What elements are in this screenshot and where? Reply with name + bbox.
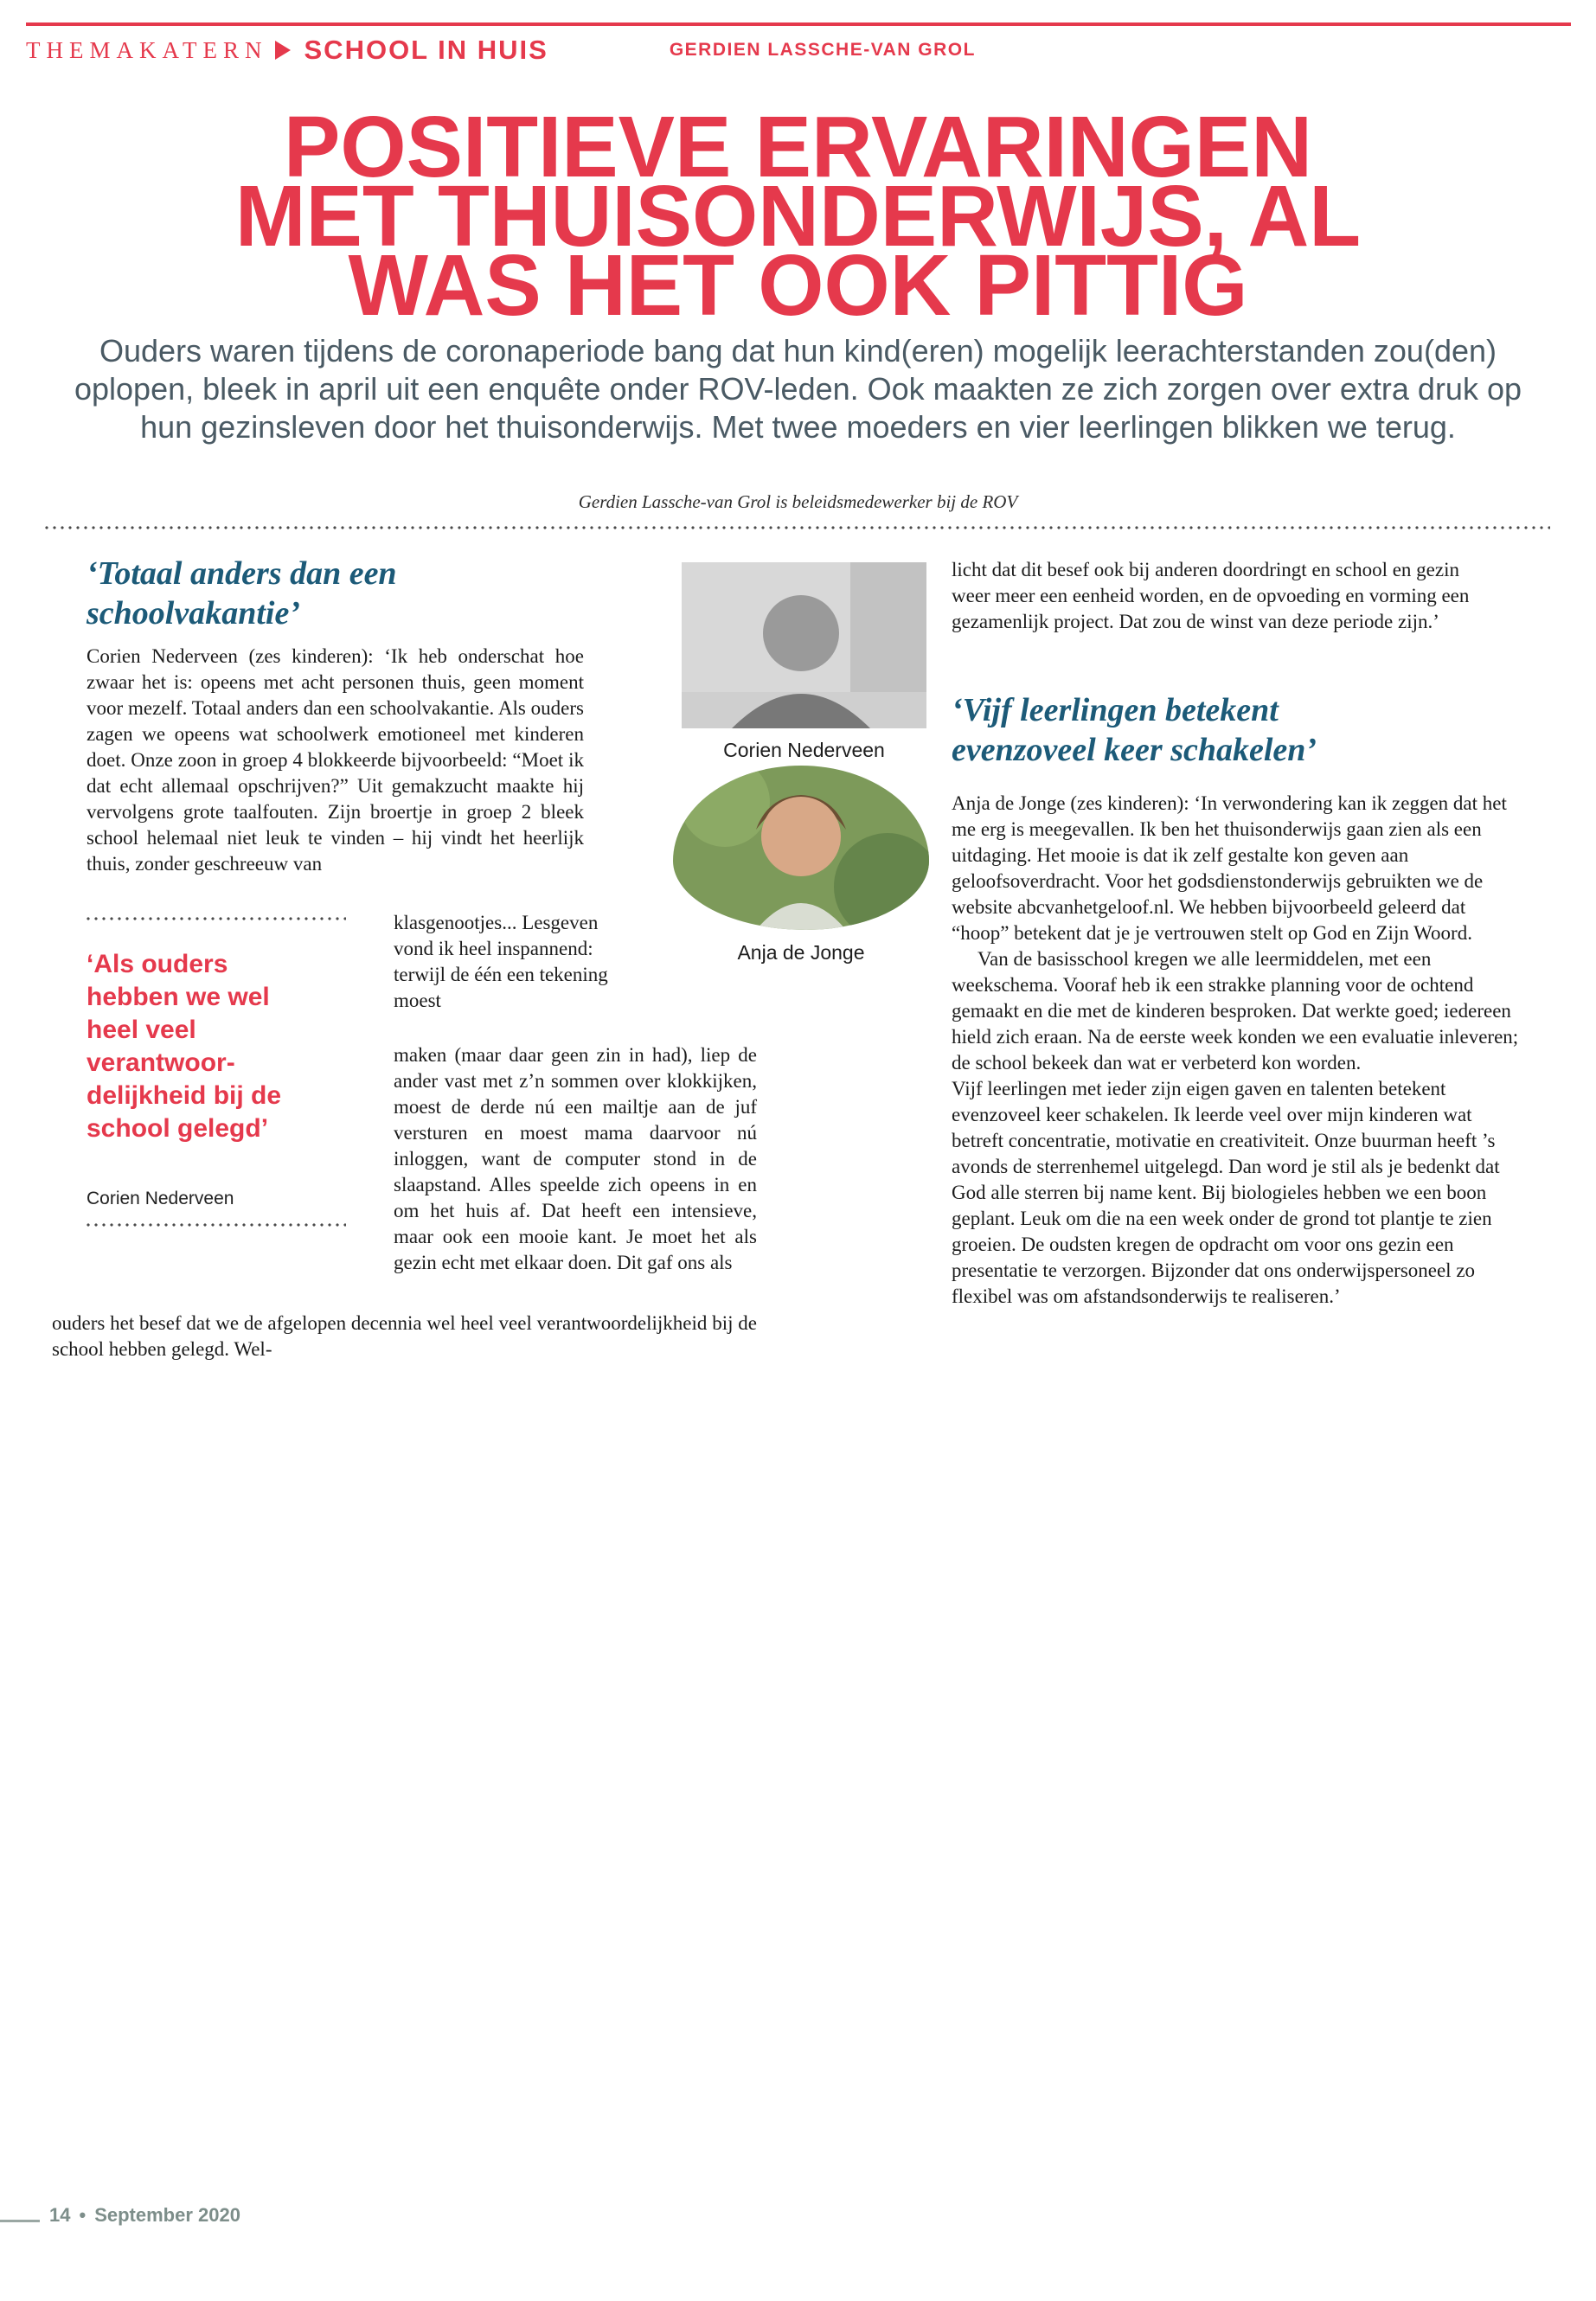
headline-line-1: POSITIEVE ERVARINGEN <box>284 99 1312 195</box>
portrait-photo-placeholder <box>682 562 926 728</box>
left-body-text-3: maken (maar daar geen zin in had), liep de ander vast met z’n sommen over klokkijken, moest de derde nú een mailtje aan de juf versturen en moest mama daarvoor nú inloggen, want de computer stond in de slaapstand. Alles speelde zich opeens in en om het huis af. Dat heeft een intensieve, maar ook een mooie kant. Je moet het als gezin echt met elkaar doen. Dit gaf ons als <box>394 1044 757 1273</box>
portrait-photo-placeholder <box>673 766 929 930</box>
right-section-heading: ‘Vijf leerlingen betekent evenzoveel keer schakelen’ <box>952 692 1317 768</box>
footer-rule <box>0 2220 40 2222</box>
footer-date: September 2020 <box>94 2204 240 2226</box>
top-rule <box>26 22 1571 26</box>
portrait-photo-anja <box>673 766 929 930</box>
headline-line-2: MET THUISONDERWIJS, AL <box>234 168 1362 265</box>
standfirst-paragraph: Ouders waren tijdens de coronaperiode bang dat hun kind(eren) mogelijk leerachterstanden zou(den) oplopen, bleek in april uit een enquête onder ROV-leden. Ook maakten ze zich zorgen over extra druk op hun gezinsleven door het thuisonderwijs. Met twee moeders en vier leerlingen blikken we terug. <box>74 333 1522 445</box>
left-body-text-4: ouders het besef dat we de afgelopen decennia wel heel veel verantwoordelijkheid bij de school hebben gelegd. Wel- <box>52 1312 757 1360</box>
right-arrow-icon <box>275 41 291 60</box>
left-body-text-1: Corien Nederveen (zes kinderen): ‘Ik heb onderschat hoe zwaar het is: opeens met acht personen thuis, geen moment voor mezelf. Totaal anders dan een schoolvakantie. Als ouders zagen we opeens wat schoolwerk emotioneel met kinderen doet. Onze zoon in groep 4 blokkeerde bijvoorbeeld: “Moet ik dat echt allemaal opschrijven?” Uit gemakzucht maakte hij vervolgens grote taalfouten. Zijn broertje in groep 2 bleek school helemaal niet leuk te vinden – hij vindt het heerlijk thuis, zonder geschreeuw van <box>87 645 584 875</box>
masthead-section-title: SCHOOL IN HUIS <box>304 35 548 65</box>
masthead-kicker: THEMAKATERN <box>26 36 268 63</box>
footer-page-number: 14 <box>49 2204 71 2226</box>
photo-caption-corien: Corien Nederveen <box>723 739 885 761</box>
right-body-intro: licht dat dit besef ook bij anderen doordringt en school en gezin weer meer een eenheid worden, en de opvoeding en vorming een gezamenlijk project. Dat zou de winst van deze periode zijn.’ <box>952 559 1470 632</box>
pull-quote-rule-top <box>87 917 346 920</box>
photo-caption-anja: Anja de Jonge <box>737 941 865 964</box>
masthead-author: GERDIEN LASSCHE-VAN GROL <box>669 40 976 60</box>
author-byline: Gerdien Lassche-van Grol is beleidsmedewerker bij de ROV <box>578 491 1018 512</box>
right-paragraph-2: Van de basisschool kregen we alle leermiddelen, met een weekschema. Vooraf heb ik een strakke planning voor de ochtend gemaakt en die met de kinderen besproken. Dat werkte goed; iedereen hield zich eraan. Na de eerste week konden we een evaluatie inleveren; de school bekeek dan wat er verbeterd kon worden. <box>952 948 1519 1074</box>
pull-quote-rule-bottom <box>87 1223 346 1227</box>
page-footer <box>49 2204 240 2227</box>
footer-bullet: • <box>79 2204 87 2226</box>
article-headline <box>0 99 1596 334</box>
right-paragraph-1: Anja de Jonge (zes kinderen): ‘In verwondering kan ik zeggen dat het me erg is meegevallen. Ik ben het thuisonderwijs gaan zien als een uitdaging. Het mooie is dat ik zelf gestalte kon geven aan geloofsoverdracht. Voor het godsdienstonderwijs gebruikten we de website abcvanhetgeloof.nl. We hebben bijvoorbeeld geleerd dat “hoop” betekent dat je je vertrouwen stelt op God en Zijn Woord. <box>952 792 1507 944</box>
right-paragraph-3: Vijf leerlingen met ieder zijn eigen gaven en talenten betekent evenzoveel keer schakelen. Ik leerde veel over mijn kinderen wat betreft concentratie, motivatie en creativiteit. Onze buurman heeft ’s avonds de sterrenhemel uitgelegd. Dan word je stil als je bedenkt dat God alle sterren bij name kent. Bij biologieles hebben we een boon geplant. Leuk om die na een week onder de grond tot plantje te zien groeien. De oudsten kregen de opdracht om voor ons gezin een presentatie te verzorgen. Bijzonder dat ons onderwijspersoneel zo flexibel was om afstandsonderwijs te realiseren.’ <box>952 1078 1500 1307</box>
left-section-heading: ‘Totaal anders dan een schoolvakantie’ <box>87 555 397 631</box>
portrait-photo-corien <box>682 562 926 728</box>
pull-quote: ‘Als ouders hebben we wel heel veel verantwoordelijkheid bij de school gelegd’ <box>87 950 282 1143</box>
dotted-divider <box>45 526 1550 529</box>
right-body-text <box>952 791 1522 1310</box>
pull-quote-attribution: Corien Nederveen <box>87 1189 234 1208</box>
left-body-text-2: klasgenootjes... Lesgeven vond ik heel inspannend: terwijl de één een tekening moest <box>394 912 608 1011</box>
masthead <box>26 35 976 66</box>
headline-line-3: WAS HET OOK PITTIG <box>348 237 1248 334</box>
